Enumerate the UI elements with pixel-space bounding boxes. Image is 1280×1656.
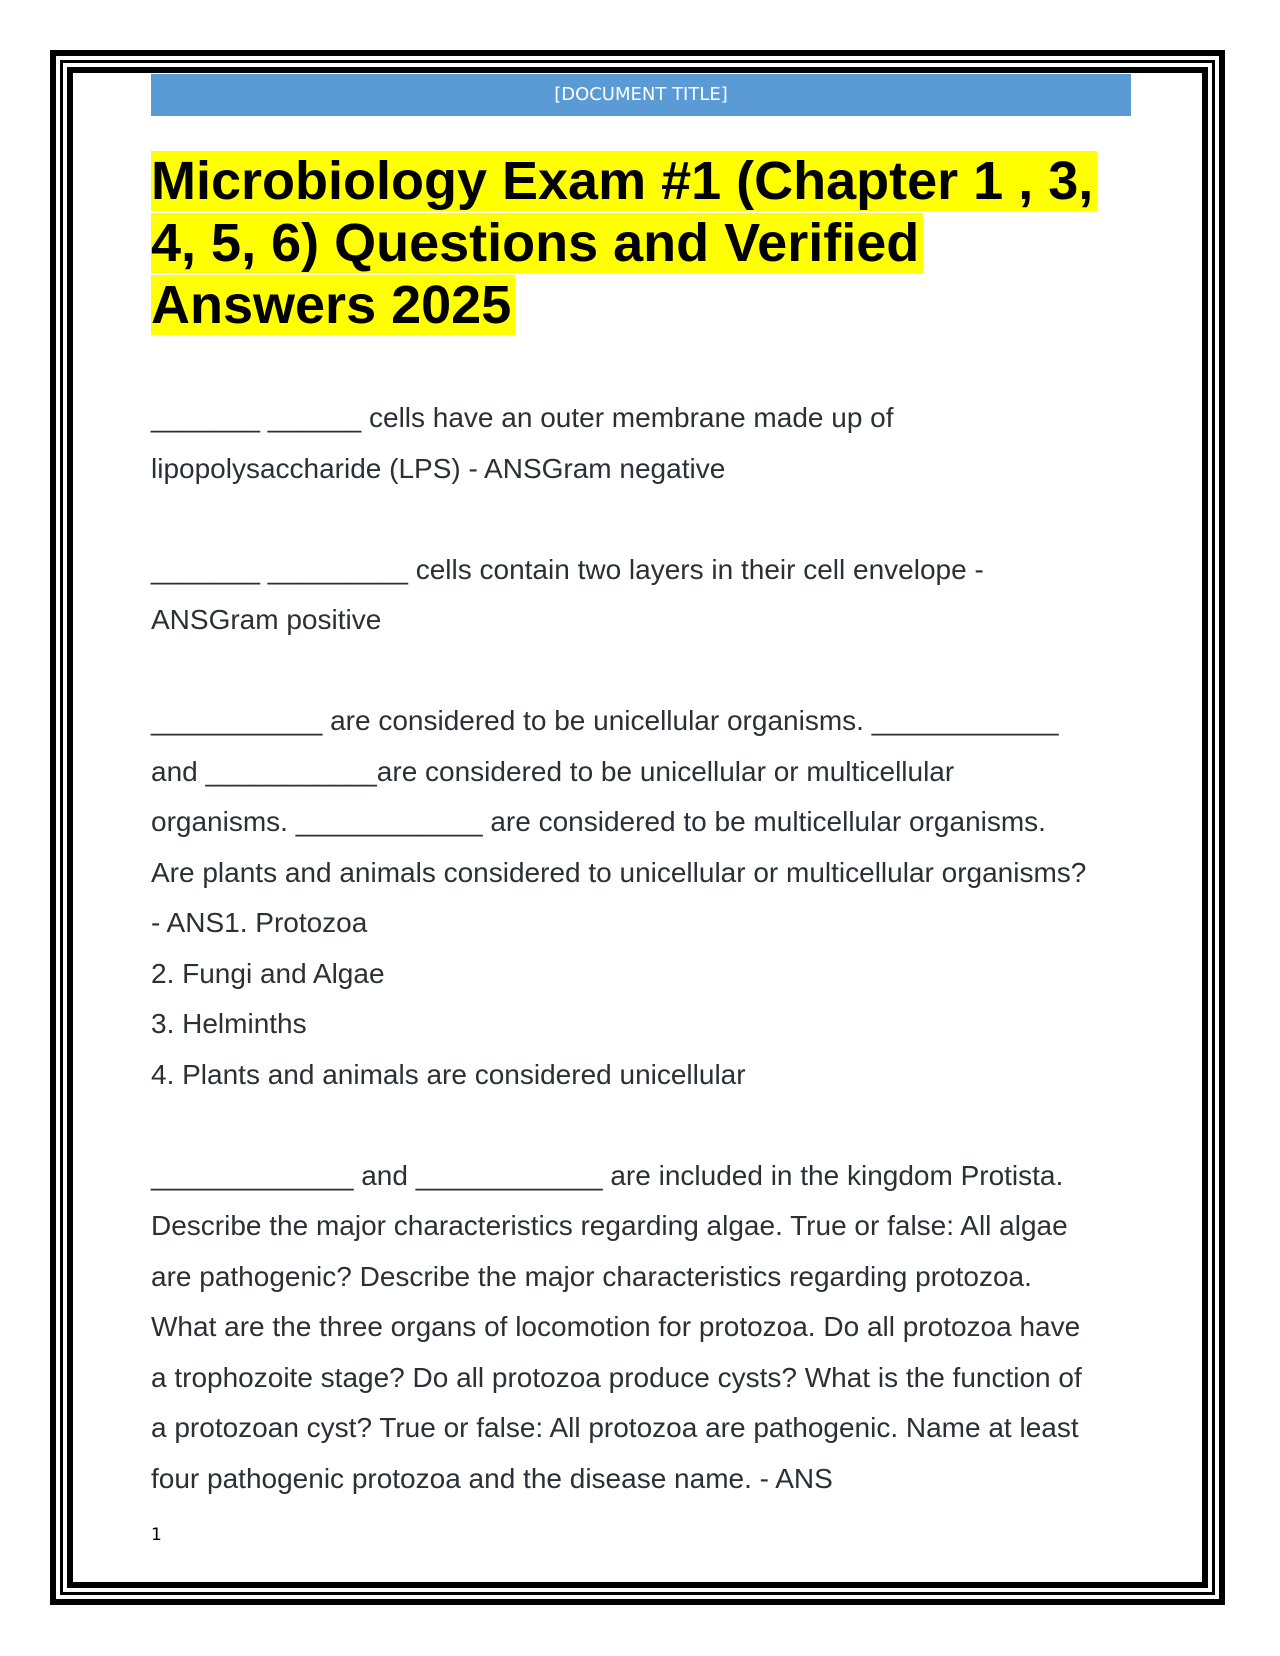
- question-line: _____________ and ____________ are included in the kingdom Protista.: [151, 1159, 1064, 1191]
- question-line: Are plants and animals considered to unicellular or multicellular organisms?: [151, 856, 1087, 888]
- question-line: _______ ______ cells have an outer membrane made up of: [151, 402, 894, 433]
- question-line: a protozoan cyst? True or false: All protozoa are pathogenic. Name at least: [151, 1412, 1079, 1443]
- title-line-1: Microbiology Exam #1 (Chapter 1 , 3,: [151, 151, 1097, 211]
- question-line: are pathogenic? Describe the major characteristics regarding protozoa.: [151, 1260, 1032, 1292]
- question-line: _______ _________ cells contain two layers in their cell envelope -: [151, 553, 984, 585]
- question-line: ANSGram positive: [151, 604, 382, 635]
- question-line: lipopolysaccharide (LPS) - ANSGram negative: [151, 452, 726, 484]
- paragraph-spacer: [151, 494, 1141, 545]
- paragraph-spacer: [151, 1100, 1141, 1151]
- question-block: [151, 696, 1141, 1100]
- document-title-header: [DOCUMENT TITLE]: [151, 74, 1131, 116]
- question-line: Describe the major characteristics regarding algae. True or false: All algae: [151, 1210, 1068, 1241]
- question-block: [151, 1151, 1141, 1505]
- answer-line: 4. Plants and animals are considered unicellular: [151, 1058, 746, 1090]
- question-line: and ___________are considered to be unicellular or multicellular: [151, 755, 955, 787]
- page-number: 1: [151, 1525, 162, 1545]
- question-block: [151, 545, 1141, 646]
- title-line-3: Answers 2025: [151, 275, 515, 335]
- question-line: organisms. ____________ are considered to be multicellular organisms.: [151, 806, 1046, 837]
- question-line: ___________ are considered to be unicellular organisms. ____________: [151, 705, 1059, 736]
- page-title: [151, 150, 1151, 336]
- question-line: four pathogenic protozoa and the disease name. - ANS: [151, 1462, 833, 1494]
- question-line: What are the three organs of locomotion for protozoa. Do all protozoa have: [151, 1311, 1081, 1342]
- question-list: [151, 393, 1141, 1504]
- answer-line: 3. Helminths: [151, 1008, 307, 1039]
- answer-line: - ANS1. Protozoa: [151, 907, 368, 938]
- question-line: a trophozoite stage? Do all protozoa produce cysts? What is the function of: [151, 1361, 1082, 1393]
- paragraph-spacer: [151, 646, 1141, 697]
- answer-line: 2. Fungi and Algae: [151, 957, 385, 989]
- title-line-2: 4, 5, 6) Questions and Verified: [151, 213, 923, 273]
- question-block: [151, 393, 1141, 494]
